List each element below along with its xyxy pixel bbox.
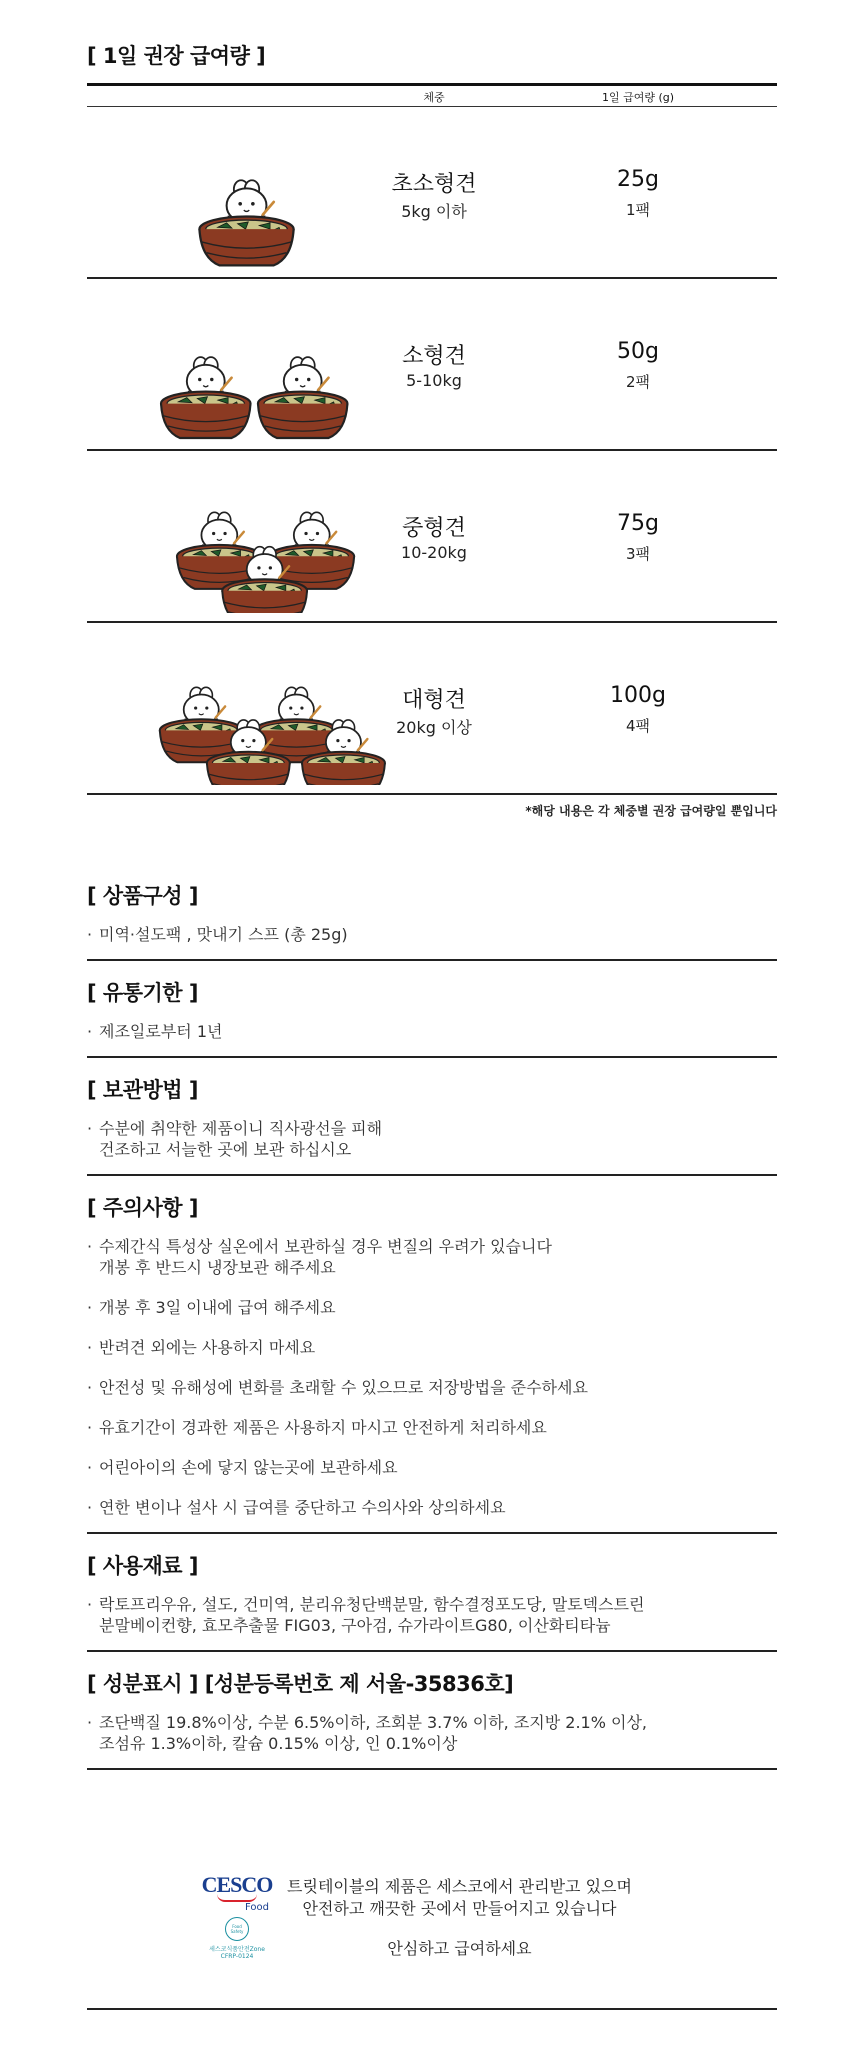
section-title: [ 성분표시 ] [성분등록번호 제 서울-35836호] bbox=[87, 1672, 514, 1696]
size-name: 중형견 bbox=[402, 516, 466, 541]
size-name: 대형견 bbox=[402, 688, 466, 713]
amount-packs: 1팩 bbox=[625, 201, 651, 219]
item-line: · 수제간식 특성상 실온에서 보관하실 경우 변질의 우려가 있습니다 bbox=[99, 1237, 552, 1256]
cesco-block bbox=[87, 1852, 777, 1982]
item-line: 조섬유 1.3%이하, 칼슘 0.15% 이상, 인 0.1%이상 bbox=[99, 1734, 458, 1753]
cesco-logo bbox=[197, 1874, 277, 1960]
section-item bbox=[87, 924, 777, 945]
cesco-line2: 안전하고 깨끗한 곳에서 만들어지고 있습니다 bbox=[302, 1899, 617, 1918]
dog-in-bowl-icon bbox=[161, 357, 251, 438]
feeding-row bbox=[87, 451, 777, 621]
section-ingredients bbox=[87, 1534, 777, 1650]
cesco-logo-text: CESCO bbox=[201, 1872, 273, 1897]
item-line: · 안전성 및 유해성에 변화를 초래할 수 있으므로 저장방법을 준수하세요 bbox=[99, 1378, 588, 1397]
amount-packs: 4팩 bbox=[625, 717, 651, 735]
size-name: 초소형견 bbox=[391, 172, 477, 197]
section-title: [ 사용재료 ] bbox=[87, 1554, 198, 1578]
section-item bbox=[87, 1457, 777, 1478]
dog-in-bowl-icon bbox=[160, 687, 243, 762]
section-item bbox=[87, 1337, 777, 1358]
item-line: 분말베이컨향, 효모추출물 FIG03, 구아검, 슈가라이트G80, 이산화티타늄 bbox=[99, 1616, 611, 1635]
item-line: 건조하고 서늘한 곳에 보관 하십시오 bbox=[99, 1140, 352, 1159]
item-line: · 반려견 외에는 사용하지 마세요 bbox=[99, 1338, 316, 1357]
item-line: 개봉 후 반드시 냉장보관 해주세요 bbox=[99, 1258, 336, 1277]
info-sections bbox=[87, 880, 777, 1770]
item-line: · 수분에 취약한 제품이니 직사광선을 피해 bbox=[99, 1119, 383, 1138]
dog-in-bowl-icon bbox=[269, 512, 354, 589]
weight-range: 20kg 이상 bbox=[396, 718, 472, 737]
section-title: [ 유통기한 ] bbox=[87, 981, 198, 1005]
section-composition bbox=[87, 880, 777, 959]
cesco-zone-text: 세스코식품안전Zone bbox=[209, 1946, 265, 1953]
section-item bbox=[87, 1118, 777, 1160]
item-line: · 유효기간이 경과한 제품은 사용하지 마시고 안전하게 처리하세요 bbox=[99, 1418, 547, 1437]
section-divider bbox=[87, 1768, 777, 1770]
amount-packs: 3팩 bbox=[625, 545, 651, 563]
section-item bbox=[87, 1236, 777, 1278]
feeding-row bbox=[87, 279, 777, 449]
feeding-row bbox=[87, 107, 777, 277]
item-line: · 연한 변이나 설사 시 급여를 중단하고 수의사와 상의하세요 bbox=[99, 1498, 506, 1517]
weight-range: 10-20kg bbox=[401, 543, 467, 562]
section-title: [ 주의사항 ] bbox=[87, 1196, 198, 1220]
cesco-line1: 트릿테이블의 제품은 세스코에서 관리받고 있으며 bbox=[287, 1877, 632, 1896]
section-title: [ 보관방법 ] bbox=[87, 1078, 198, 1102]
feeding-row bbox=[87, 623, 777, 793]
seal-text: Food Safety bbox=[230, 1924, 244, 1934]
section-item bbox=[87, 1021, 777, 1042]
weight-range: 5kg 이하 bbox=[401, 202, 467, 221]
row-divider bbox=[87, 793, 777, 795]
item-line: · 제조일로부터 1년 bbox=[99, 1022, 223, 1041]
table-header bbox=[87, 86, 777, 104]
amount-grams: 100g bbox=[610, 683, 666, 708]
section-item bbox=[87, 1497, 777, 1518]
cesco-line3: 안심하고 급여하세요 bbox=[387, 1939, 532, 1958]
amount-grams: 50g bbox=[617, 339, 659, 364]
amount-packs: 2팩 bbox=[625, 373, 651, 391]
section-shelf-life bbox=[87, 961, 777, 1056]
food-safety-seal-icon bbox=[225, 1917, 249, 1941]
item-line: · 락토프리우유, 설도, 건미역, 분리유청단백분말, 함수결정포도당, 말토덱스트린 bbox=[99, 1595, 645, 1614]
cesco-zone-code: CFRP-0124 bbox=[220, 1953, 254, 1960]
weight-range: 5-10kg bbox=[406, 371, 462, 390]
section-analysis bbox=[87, 1652, 777, 1768]
dog-in-bowl-icon bbox=[199, 180, 293, 265]
section-item bbox=[87, 1594, 777, 1636]
cesco-message bbox=[287, 1876, 632, 1960]
section-item bbox=[87, 1377, 777, 1398]
item-line: · 조단백질 19.8%이상, 수분 6.5%이하, 조회분 3.7% 이하, 조지방 2.1% 이상, bbox=[99, 1713, 648, 1732]
bottom-rule bbox=[87, 2008, 777, 2010]
cesco-logo-sub: Food bbox=[245, 1902, 269, 1913]
col-amount-header: 1일 급여량 (g) bbox=[601, 91, 675, 104]
item-line: · 개봉 후 3일 이내에 급여 해주세요 bbox=[99, 1298, 336, 1317]
section-cautions bbox=[87, 1176, 777, 1532]
section-item bbox=[87, 1712, 777, 1754]
feeding-note: *해당 내용은 각 체중별 권장 급여량일 뿐입니다 bbox=[525, 804, 777, 818]
feeding-title: [ 1일 권장 급여량 ] bbox=[87, 44, 266, 68]
feeding-rows bbox=[87, 107, 777, 795]
size-name: 소형견 bbox=[402, 344, 466, 369]
amount-grams: 75g bbox=[617, 511, 659, 536]
section-item bbox=[87, 1417, 777, 1438]
item-line: · 미역·설도팩 , 맛내기 스프 (총 25g) bbox=[99, 925, 348, 944]
dog-in-bowl-icon bbox=[255, 687, 338, 762]
section-title: [ 상품구성 ] bbox=[87, 884, 198, 908]
section-storage bbox=[87, 1058, 777, 1174]
dog-in-bowl-icon bbox=[258, 357, 348, 438]
amount-grams: 25g bbox=[617, 167, 659, 192]
item-line: · 어린아이의 손에 닿지 않는곳에 보관하세요 bbox=[99, 1458, 398, 1477]
col-weight-header: 체중 bbox=[423, 91, 445, 104]
section-item bbox=[87, 1297, 777, 1318]
